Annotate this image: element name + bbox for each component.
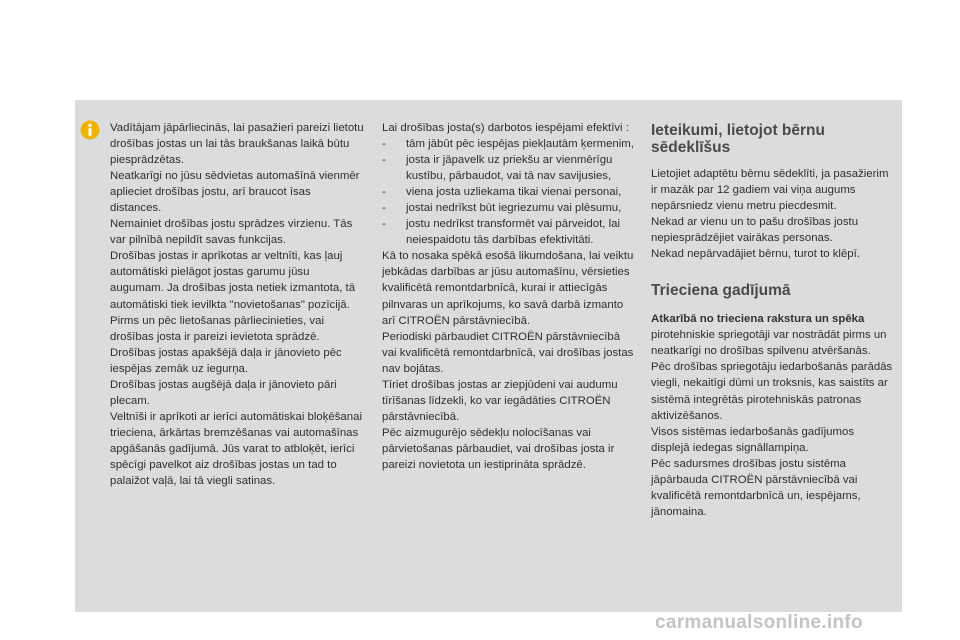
paragraph: Nekad nepārvadājiet bērnu, turot to klēpī.	[651, 248, 860, 261]
info-icon	[80, 120, 100, 140]
requirements-list	[382, 136, 634, 248]
paragraph: Pirms un pēc lietošanas pārliecinieties, vai drošības josta ir pareizi ievietota sprādzē.	[110, 314, 324, 343]
paragraph: Drošības jostas augšējā daļa ir jānovieto pāri plecam.	[110, 378, 337, 407]
paragraph: Nemainiet drošības jostu sprādzes virzienu. Tās var pilnībā nepildīt savas funkcijas.	[110, 218, 353, 247]
belt-usage-column	[110, 120, 365, 489]
section-heading-child-seats: Ieteikumi, lietojot bērnu sēdeklīšus	[651, 122, 825, 156]
section-heading-impact: Trieciena gadījumā	[651, 282, 791, 300]
paragraph: Visos sistēmas iedarbošanās gadījumos displejā iedegas signāllampiņa.	[651, 425, 855, 454]
paragraph: Kā to nosaka spēkā esošā likumdošana, lai veiktu jebkādas darbības ar jūsu automašīnu, vērsieties kvalificētā remontdarbnīcā, kurai ir attiecīgās pilnvaras un aprīkojums, ko savā darbā izmanto arī CITROËN pārstāvniecībā.	[382, 250, 634, 327]
list-item: - viena josta uzliekama tikai vienai personai,	[382, 186, 622, 199]
paragraph: Pēc aizmugurējo sēdekļu nolocīšanas vai pārvietošanas pārbaudiet, vai drošības josta ir pareizi novietota un iestiprināta sprādzē.	[382, 426, 615, 471]
paragraph: Pēc sadursmes drošības jostu sistēma jāpārbauda CITROËN pārstāvniecībā vai kvalificētā remontdarbnīcā un, iespējams, jānomaina.	[651, 457, 861, 518]
paragraph: Veltnīši ir aprīkoti ar ierīci automātiskai bloķēšanai trieciena, ārkārtas bremzēšanas vai automašīnas apgāšanās gadījumā. Jūs varat to atbloķēt, ierīci spēcīgi pavelkot aiz drošības jostas un tad to palaižot vaļā, lai tā viegli satinas.	[110, 410, 362, 488]
bold-lead-in: Atkarībā no trieciena rakstura un spēka	[651, 313, 865, 326]
paragraph: pirotehniskie spriegotāji var nostrādāt pirms un neatkarīgi no drošības spilvenu atvēršanās. Pēc drošības spriegotāju iedarbošanās parādās viegli, nekaitīgi dūmi un troksnis, kas saistīts ar sistēmā integrētās pirotehniskās patronas aktivizēšanos.	[651, 329, 893, 422]
paragraph: Vadītājam jāpārliecinās, lai pasažieri pareizi lietotu drošības jostas un lai tās braukšanas laikā būtu piesprādzētas.	[110, 122, 364, 167]
paragraph: Neatkarīgi no jūsu sēdvietas automašīnā vienmēr aplieciet drošības jostu, arī braucot īsas distances.	[110, 170, 360, 215]
watermark: carmanualsonline.info	[655, 612, 863, 633]
paragraph: Tīriet drošības jostas ar ziepjūdeni vai audumu tīrīšanas līdzekli, ko var iegādāties CITROËN pārstāvniecībā.	[382, 378, 618, 423]
paragraph: Nekad ar vienu un to pašu drošības jostu nepiesprādzējiet vairākas personas.	[651, 216, 859, 245]
list-item: - jostu nedrīkst transformēt vai pārveidot, lai neiespaidotu tās darbības efektivitāti.	[382, 218, 620, 247]
list-item: - jostai nedrīkst būt iegriezumu vai plēsumu,	[382, 202, 622, 215]
list-item: - josta ir jāpavelk uz priekšu ar vienmērīgu kustību, pārbaudot, vai tā nav savijusies,	[382, 154, 613, 183]
paragraph: Drošības jostas ir aprīkotas ar veltnīti, kas ļauj automātiski pielāgot jostas garumu jūsu augumam. Ja drošības josta netiek izmantota, tā automātiski tiek ievilkta "novietošanas" pozīcijā.	[110, 250, 356, 311]
child-seat-and-impact-column	[651, 122, 893, 520]
list-item: - tām jābūt pēc iespējas piekļautām ķermenim,	[382, 138, 634, 151]
belt-effectiveness-column	[382, 120, 634, 473]
paragraph: Lietojiet adaptētu bērnu sēdeklīti, ja pasažierim ir mazāk par 12 gadiem vai viņa augums nepārsniedz vienu metru piecdesmit.	[651, 168, 889, 213]
paragraph: Drošības jostas apakšējā daļa ir jānovieto pēc iespējas zemāk uz iegurņa.	[110, 346, 342, 375]
intro-text: Lai drošības josta(s) darbotos iespējami efektīvi :	[382, 122, 629, 134]
paragraph: Periodiski pārbaudiet CITROËN pārstāvniecībā vai kvalificētā remontdarbnīcā, vai drošības jostas nav bojātas.	[382, 330, 634, 375]
